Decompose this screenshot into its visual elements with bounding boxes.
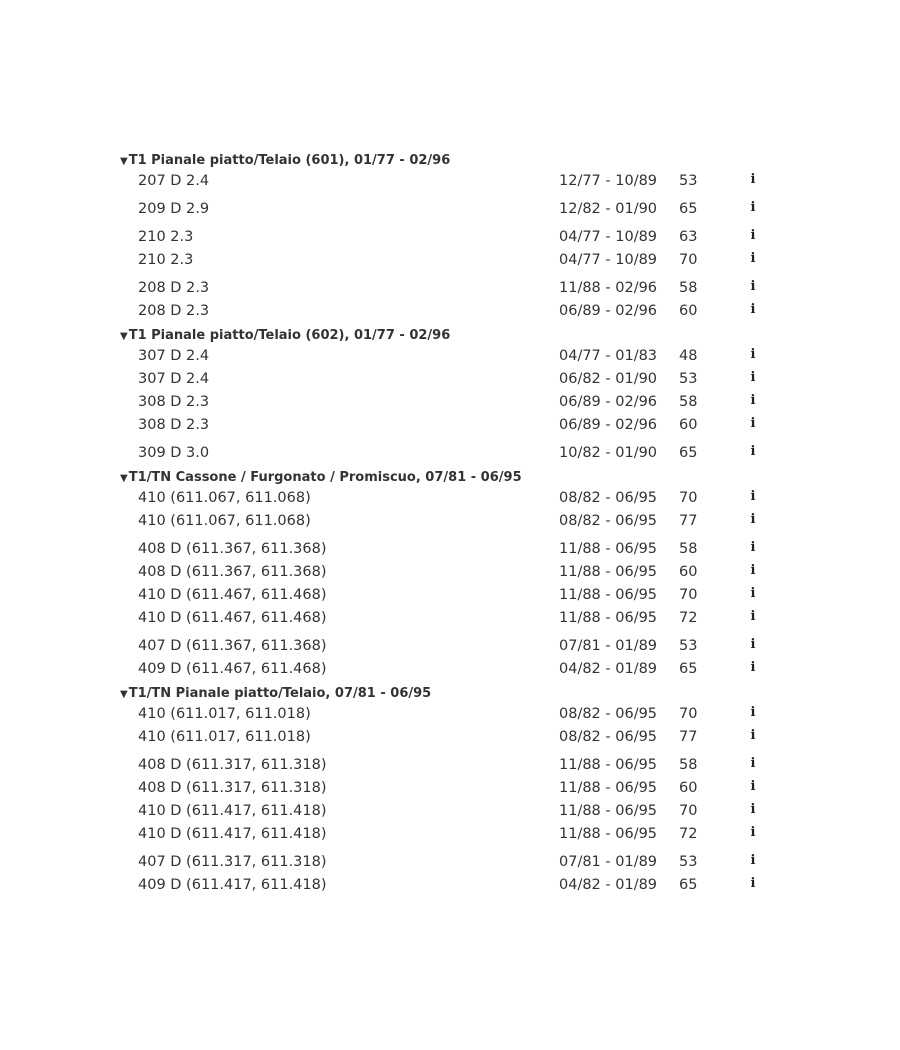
- production-years: 11/88 - 06/95: [559, 541, 658, 557]
- table-row: [0, 778, 900, 798]
- power-kw: 65: [679, 661, 698, 677]
- production-years: 06/82 - 01/90: [559, 371, 658, 387]
- power-kw: 70: [679, 587, 698, 603]
- info-icon[interactable]: i: [750, 512, 756, 527]
- info-icon[interactable]: i: [750, 347, 756, 362]
- info-icon[interactable]: i: [750, 853, 756, 868]
- table-row: [0, 488, 900, 508]
- production-years: 11/88 - 06/95: [559, 803, 658, 819]
- table-row: [0, 392, 900, 412]
- info-icon[interactable]: i: [750, 302, 756, 317]
- table-row: [0, 301, 900, 321]
- model-name: 409 D (611.417, 611.418): [138, 877, 327, 893]
- table-row: [0, 250, 900, 270]
- production-years: 08/82 - 06/95: [559, 513, 658, 529]
- info-icon[interactable]: i: [750, 416, 756, 431]
- info-icon[interactable]: i: [750, 586, 756, 601]
- production-years: 12/77 - 10/89: [559, 173, 658, 189]
- model-name: 208 D 2.3: [138, 303, 210, 319]
- model-name: 308 D 2.3: [138, 417, 210, 433]
- group-title: T1/TN Cassone / Furgonato / Promiscuo, 07/81 - 06/95: [128, 470, 522, 485]
- table-row: [0, 227, 900, 247]
- model-name: 409 D (611.467, 611.468): [138, 661, 327, 677]
- model-name: 410 D (611.417, 611.418): [138, 803, 327, 819]
- info-icon[interactable]: i: [750, 540, 756, 555]
- production-years: 04/82 - 01/89: [559, 877, 658, 893]
- info-icon[interactable]: i: [750, 779, 756, 794]
- group-title: T1 Pianale piatto/Telaio (601), 01/77 - 02/96: [128, 153, 451, 168]
- production-years: 08/82 - 06/95: [559, 729, 658, 745]
- info-icon[interactable]: i: [750, 393, 756, 408]
- model-name: 410 D (611.467, 611.468): [138, 587, 327, 603]
- power-kw: 70: [679, 252, 698, 268]
- model-name: 307 D 2.4: [138, 348, 210, 364]
- model-name: 410 (611.017, 611.018): [138, 706, 311, 722]
- model-name: 209 D 2.9: [138, 201, 210, 217]
- table-row: [0, 346, 900, 366]
- group-title: T1 Pianale piatto/Telaio (602), 01/77 - 02/96: [128, 328, 451, 343]
- production-years: 06/89 - 02/96: [559, 303, 658, 319]
- model-name: 410 D (611.417, 611.418): [138, 826, 327, 842]
- model-name: 410 (611.067, 611.068): [138, 490, 311, 506]
- power-kw: 72: [679, 826, 698, 842]
- model-name: 407 D (611.317, 611.318): [138, 854, 327, 870]
- model-name: 307 D 2.4: [138, 371, 210, 387]
- collapse-triangle-icon[interactable]: ▼: [120, 473, 128, 484]
- production-years: 04/77 - 10/89: [559, 252, 658, 268]
- info-icon[interactable]: i: [750, 444, 756, 459]
- power-kw: 65: [679, 877, 698, 893]
- table-row: [0, 824, 900, 844]
- production-years: 10/82 - 01/90: [559, 445, 658, 461]
- table-row: [0, 727, 900, 747]
- power-kw: 53: [679, 638, 698, 654]
- info-icon[interactable]: i: [750, 728, 756, 743]
- table-row: [0, 562, 900, 582]
- model-name: 207 D 2.4: [138, 173, 210, 189]
- power-kw: 65: [679, 201, 698, 217]
- info-icon[interactable]: i: [750, 563, 756, 578]
- power-kw: 58: [679, 541, 698, 557]
- table-row: [0, 608, 900, 628]
- production-years: 08/82 - 06/95: [559, 706, 658, 722]
- power-kw: 60: [679, 564, 698, 580]
- power-kw: 70: [679, 490, 698, 506]
- power-kw: 70: [679, 803, 698, 819]
- table-row: [0, 171, 900, 191]
- info-icon[interactable]: i: [750, 825, 756, 840]
- collapse-triangle-icon[interactable]: ▼: [120, 156, 128, 167]
- model-name: 408 D (611.317, 611.318): [138, 780, 327, 796]
- table-row: [0, 415, 900, 435]
- production-years: 11/88 - 06/95: [559, 826, 658, 842]
- table-row: [0, 511, 900, 531]
- model-name: 407 D (611.367, 611.368): [138, 638, 327, 654]
- group-header[interactable]: [120, 152, 450, 170]
- power-kw: 60: [679, 780, 698, 796]
- group-header[interactable]: [120, 469, 522, 487]
- production-years: 04/77 - 10/89: [559, 229, 658, 245]
- power-kw: 60: [679, 417, 698, 433]
- info-icon[interactable]: i: [750, 279, 756, 294]
- production-years: 07/81 - 01/89: [559, 638, 658, 654]
- production-years: 12/82 - 01/90: [559, 201, 658, 217]
- production-years: 06/89 - 02/96: [559, 417, 658, 433]
- power-kw: 70: [679, 706, 698, 722]
- production-years: 11/88 - 06/95: [559, 587, 658, 603]
- info-icon[interactable]: i: [750, 802, 756, 817]
- power-kw: 60: [679, 303, 698, 319]
- model-name: 308 D 2.3: [138, 394, 210, 410]
- power-kw: 58: [679, 757, 698, 773]
- production-years: 08/82 - 06/95: [559, 490, 658, 506]
- power-kw: 63: [679, 229, 698, 245]
- table-row: [0, 443, 900, 463]
- table-row: [0, 369, 900, 389]
- production-years: 11/88 - 06/95: [559, 564, 658, 580]
- group-header[interactable]: [120, 685, 431, 703]
- table-row: [0, 278, 900, 298]
- model-name: 309 D 3.0: [138, 445, 210, 461]
- info-icon[interactable]: i: [750, 370, 756, 385]
- table-row: [0, 659, 900, 679]
- model-name: 408 D (611.367, 611.368): [138, 541, 327, 557]
- table-row: [0, 875, 900, 895]
- model-name: 210 2.3: [138, 229, 194, 245]
- info-icon[interactable]: i: [750, 200, 756, 215]
- production-years: 04/77 - 01/83: [559, 348, 658, 364]
- table-row: [0, 199, 900, 219]
- model-name: 408 D (611.367, 611.368): [138, 564, 327, 580]
- model-name: 408 D (611.317, 611.318): [138, 757, 327, 773]
- power-kw: 77: [679, 729, 698, 745]
- production-years: 07/81 - 01/89: [559, 854, 658, 870]
- info-icon[interactable]: i: [750, 172, 756, 187]
- model-name: 210 2.3: [138, 252, 194, 268]
- info-icon[interactable]: i: [750, 609, 756, 624]
- production-years: 11/88 - 06/95: [559, 757, 658, 773]
- power-kw: 53: [679, 173, 698, 189]
- power-kw: 72: [679, 610, 698, 626]
- table-row: [0, 755, 900, 775]
- info-icon[interactable]: i: [750, 228, 756, 243]
- power-kw: 48: [679, 348, 698, 364]
- collapse-triangle-icon[interactable]: ▼: [120, 331, 128, 342]
- model-name: 410 (611.017, 611.018): [138, 729, 311, 745]
- info-icon[interactable]: i: [750, 637, 756, 652]
- production-years: 06/89 - 02/96: [559, 394, 658, 410]
- table-row: [0, 585, 900, 605]
- table-row: [0, 852, 900, 872]
- table-row: [0, 539, 900, 559]
- table-row: [0, 636, 900, 656]
- power-kw: 65: [679, 445, 698, 461]
- power-kw: 58: [679, 394, 698, 410]
- model-name: 410 (611.067, 611.068): [138, 513, 311, 529]
- power-kw: 53: [679, 854, 698, 870]
- info-icon[interactable]: i: [750, 251, 756, 266]
- table-row: [0, 704, 900, 724]
- production-years: 04/82 - 01/89: [559, 661, 658, 677]
- group-header[interactable]: [120, 327, 450, 345]
- info-icon[interactable]: i: [750, 705, 756, 720]
- power-kw: 53: [679, 371, 698, 387]
- info-icon[interactable]: i: [750, 660, 756, 675]
- info-icon[interactable]: i: [750, 756, 756, 771]
- production-years: 11/88 - 06/95: [559, 610, 658, 626]
- model-name: 208 D 2.3: [138, 280, 210, 296]
- info-icon[interactable]: i: [750, 876, 756, 891]
- group-title: T1/TN Pianale piatto/Telaio, 07/81 - 06/95: [128, 686, 432, 701]
- production-years: 11/88 - 06/95: [559, 780, 658, 796]
- power-kw: 58: [679, 280, 698, 296]
- power-kw: 77: [679, 513, 698, 529]
- info-icon[interactable]: i: [750, 489, 756, 504]
- table-row: [0, 801, 900, 821]
- model-name: 410 D (611.467, 611.468): [138, 610, 327, 626]
- production-years: 11/88 - 02/96: [559, 280, 658, 296]
- collapse-triangle-icon[interactable]: ▼: [120, 689, 128, 700]
